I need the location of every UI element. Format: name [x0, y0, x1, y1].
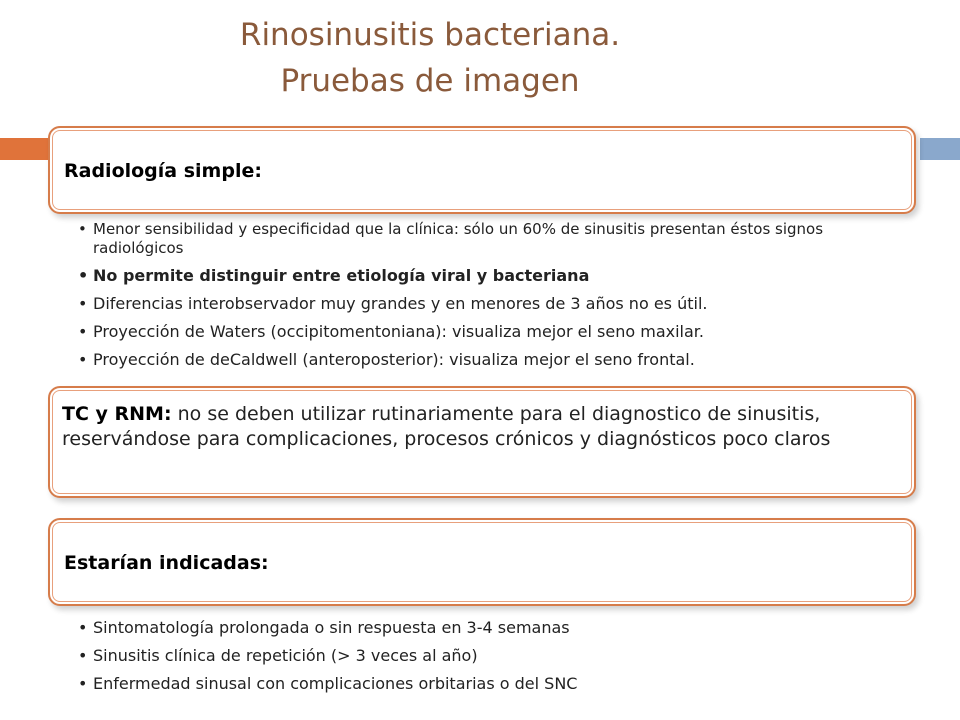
accent-bar-left: [0, 138, 52, 160]
tc-rnm-text: [62, 402, 898, 452]
radiologia-simple-box: [48, 126, 916, 214]
title-line-2: Pruebas de imagen: [280, 63, 580, 99]
list-item: • Sintomatología prolongada o sin respuesta en 3-4 semanas: [78, 618, 918, 638]
tc-rnm-heading: TC y RNM:: [62, 403, 172, 425]
estarian-indicadas-box: [48, 518, 916, 606]
list-item: • Sinusitis clínica de repetición (> 3 veces al año): [78, 646, 918, 666]
list-item: • Enfermedad sinusal con complicaciones orbitarias o del SNC: [78, 674, 918, 694]
estarian-indicadas-list: [78, 618, 918, 702]
list-item: • No permite distinguir entre etiología viral y bacteriana: [78, 266, 918, 286]
slide-title: [0, 12, 860, 104]
list-item: • Diferencias interobservador muy grandes y en menores de 3 años no es útil.: [78, 294, 918, 314]
tc-rnm-box: [48, 386, 916, 498]
list-item: • Menor sensibilidad y especificidad que la clínica: sólo un 60% de sinusitis presentan éstos signos radiológicos: [78, 220, 918, 258]
title-line-1: Rinosinusitis bacteriana.: [239, 17, 621, 53]
list-item: • Proyección de Waters (occipitomentoniana): visualiza mejor el seno maxilar.: [78, 322, 918, 342]
accent-bar-right: [920, 138, 960, 160]
tc-rnm-body: no se deben utilizar rutinariamente para el diagnostico de sinusitis, reservándose para complicaciones, procesos crónicos y diagnósticos poco claros: [62, 403, 831, 450]
list-item: • Proyección de deCaldwell (anteroposterior): visualiza mejor el seno frontal.: [78, 350, 918, 370]
estarian-indicadas-heading: Estarían indicadas:: [64, 552, 269, 574]
radiologia-simple-list: [78, 220, 918, 378]
radiologia-simple-heading: Radiología simple:: [64, 160, 262, 182]
